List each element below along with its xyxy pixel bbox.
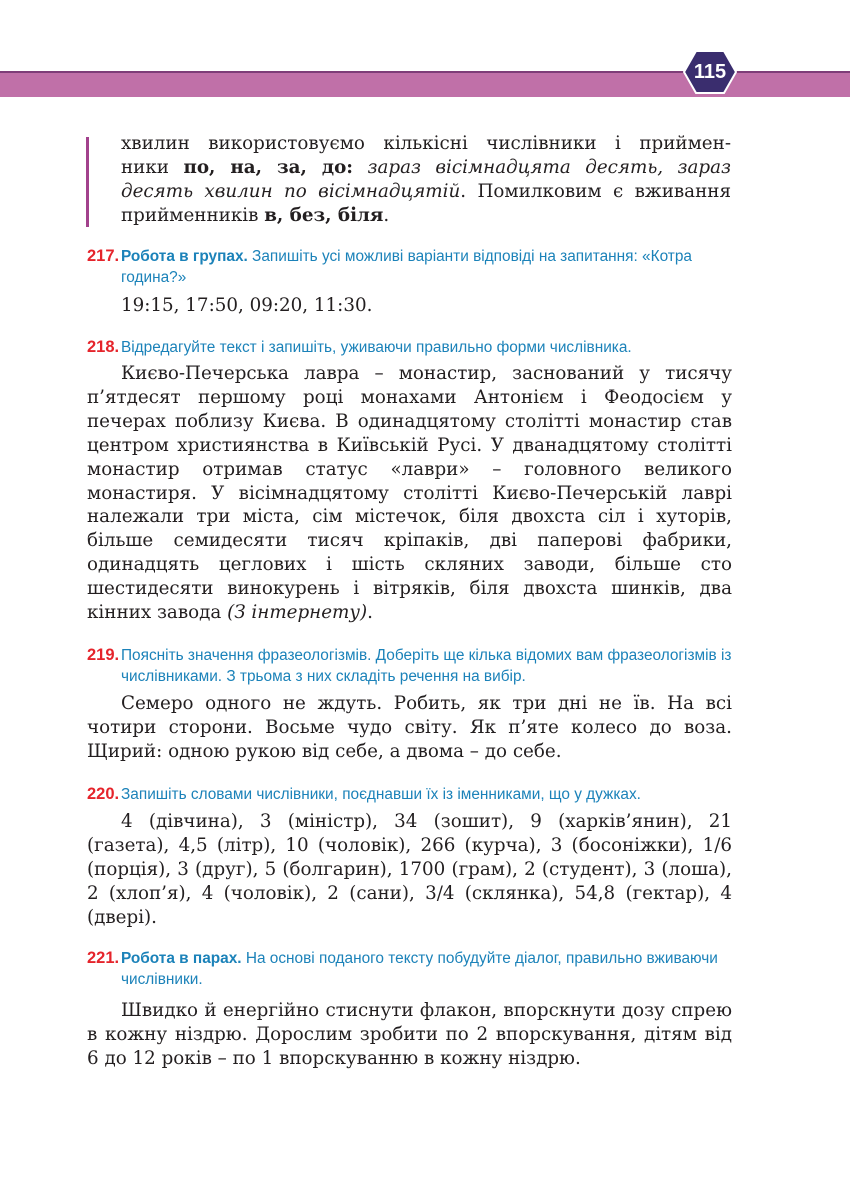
page-badge xyxy=(683,49,737,95)
exercise-instruction: Відредагуйте текст і запишіть, уживаючи правильно форми числівника. xyxy=(121,339,632,356)
exercise-body: Семеро одного не ждуть. Робить, як три дні не їв. На всі чотири сторони. Восьме чудо світу. Як п’яте колесо до воза. Щирий: одною рукою від себе, а двома – до себе. xyxy=(87,693,732,762)
intro-paragraph xyxy=(121,132,731,228)
page-number: 115 xyxy=(693,60,727,83)
intro-margin-rule xyxy=(86,137,89,227)
exercise-instruction xyxy=(121,948,732,990)
intro-wrong-prepositions: в, без, біля xyxy=(264,204,384,226)
exercise-219 xyxy=(87,645,732,764)
intro-example-1: зараз вісімнадцята десять, зараз xyxy=(353,156,731,178)
exercise-number: 219. xyxy=(87,646,120,664)
exercise-218 xyxy=(87,337,732,625)
intro-prepositions: по, на, за, до: xyxy=(183,156,354,178)
exercise-instruction: Поясніть значення фразеологізмів. Доберіть ще кілька відомих вам фразеологізмів із числівниками. З трьома з них складіть речення на вибір. xyxy=(121,647,732,685)
intro-line-4c: . xyxy=(383,204,390,226)
exercise-number: 221. xyxy=(87,949,120,967)
exercise-221 xyxy=(87,948,732,1071)
exercise-number: 217. xyxy=(87,247,120,265)
instruction-text: На основі поданого тексту побудуйте діалог, правильно вживаючи числівники. xyxy=(121,950,718,988)
intro-example-2: десять хвилин по вісімнадцятій xyxy=(121,180,461,202)
exercise-body: Швидко й енергійно стиснути флакон, впорскнути дозу спрею в кожну ніздрю. Дорослим зробити по 2 впорскування, дітям від 6 до 12 років – по 1 впорскуванню в кожну ніздрю. xyxy=(87,1000,732,1069)
intro-line-4a: прийменників xyxy=(121,204,265,226)
body-text: Києво-Печерська лавра – монастир, заснований у тисячу п’ятдесят першому році монахами Антонієм і Феодосієм у печерах поблизу Києва. В одинадцятому столітті монастир став центром християнства в Київській Русі. У дванадцятому столітті монастир отримав статус «лаври» – головного великого монастиря. У вісімнадцятому столітті Києво-Печерській лаврі належали три міста, сім містечок, біля двохста сіл і хуторів, більше семидесяти тисяч кріпаків, дві паперові фабрики, одинадцять цеглових і шість скляних заводи, більше сто шестидесяти винокурень і вітряків, біля двохста шинків, два кінних завода xyxy=(87,363,732,624)
exercise-instruction xyxy=(121,246,732,288)
body-end: . xyxy=(367,602,373,624)
exercise-body xyxy=(87,362,732,625)
intro-line-3b: . Помилковим є вживання xyxy=(460,180,731,202)
exercise-217 xyxy=(87,246,732,318)
exercise-number: 220. xyxy=(87,785,120,803)
intro-line-1: хвилин використовуємо кількісні числівники і приймен- xyxy=(121,133,731,154)
instruction-bold: Робота в групах. xyxy=(121,248,248,265)
source-note: (З інтернету) xyxy=(227,602,368,624)
exercise-instruction: Запишіть словами числівники, поєднавши їх із іменниками, що у дужках. xyxy=(121,786,641,803)
exercise-number: 218. xyxy=(87,338,120,356)
exercise-body: 19:15, 17:50, 09:20, 11:30. xyxy=(121,295,373,316)
exercise-220 xyxy=(87,784,732,930)
instruction-bold: Робота в парах. xyxy=(121,950,242,967)
exercise-body: 4 (дівчина), 3 (міністр), 34 (зошит), 9 (харків’янин), 21 (газета), 4,5 (літр), 10 (чоловік), 266 (курча), 3 (босоніжки), 1/6 (порція), 3 (друг), 5 (болгарин), 1700 (грам), 2 (студент), 3 (лоша), 2 (хлоп’я), 4 (чоловік), 2 (сани), 3/4 (склянка), 54,8 (гектар), 4 (двері). xyxy=(87,811,732,928)
intro-line-2a: ники xyxy=(121,156,184,178)
instruction-text: Запишіть усі можливі варіанти відповіді на запитання: «Котра година?» xyxy=(121,248,692,286)
